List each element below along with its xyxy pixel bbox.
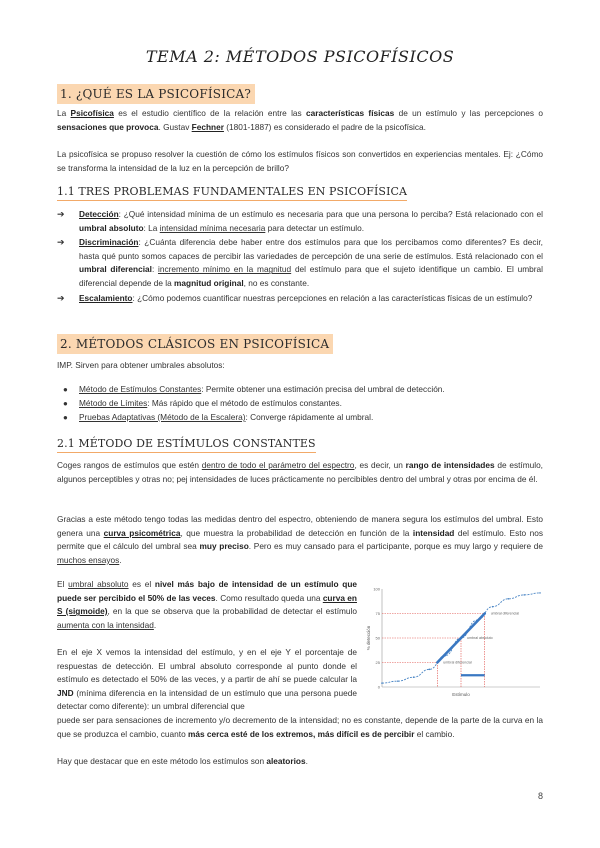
list-item-pruebas-adaptativas: ● Pruebas Adaptativas (Método de la Escalera): Converge rápidamente al umbral. [57, 411, 543, 425]
paragraph-curva-psicometrica: Gracias a este método tengo todas las medidas dentro del espectro, obteniendo de manera segura los estímulos del umbral. Esto genera una curva psicométrica, que muestra la probabilidad de detección en función de la intensidad del estímulo. Esto nos permite que el cálculo del umbral sea muy preciso. Pero es muy cansado para el participante, porque es muy largo y requiere de muchos ensayos. [57, 514, 544, 565]
paragraph-jnd-continuation: puede ser para sensaciones de incremento y/o decremento de la intensidad; no es constante, depende de la parte de la curva en la que se produzca el cambio, cuanto más cerca esté de los extremos, más difícil es de percibir el cambio. [57, 715, 543, 739]
list-item-escalamiento: ➔ Escalamiento: ¿Cómo podemos cuantificar nuestras percepciones en relación a las características físicas de un estímulo? [57, 292, 543, 306]
paragraph-rangos: Coges rangos de estímulos que estén dentro de todo el parámetro del espectro, es decir, un rango de intensidades de estímulo, algunos perceptibles y otras no; pej intensidades de luces prácticamente no percibibles dentro del umbral y otras por encima de él. [57, 460, 543, 484]
section-heading-2-1: 2.1 MÉTODO DE ESTÍMULOS CONSTANTES [57, 435, 316, 453]
list-item-discriminacion: ➔ Discriminación: ¿Cuánta diferencia debe haber entre dos estímulos para que los percibamos como diferentes? Es decir, hasta qué punto somos capaces de percibir las variedades de percepción de una serie de estímulos. Está relacionado con el umbral diferencial: incremento mínimo en la magnitud del estímulo para que el sujeto identifique un cambio. El umbral diferencial depende de la magnitud original, no es constante. [57, 237, 543, 288]
list-item-metodo-limites: ● Método de Límites: Más rápido que el método de estímulos constantes. [57, 397, 543, 411]
psychometric-curve-chart [362, 583, 546, 703]
paragraph-umbrales-intro: IMP. Sirven para obtener umbrales absolutos: [57, 360, 225, 370]
paragraph-psicofisica-question: La psicofísica se propuso resolver la cuestión de cómo los estímulos físicos son convertidos en experiencias mentales. Ej: ¿Cómo se transforma la intensidad de la luz en la percepción de brillo? [57, 149, 543, 173]
data-point [413, 676, 415, 678]
paragraph-ejes: En el eje X vemos la intensidad del estímulo, y en el eje Y el porcentaje de respuestas de detección. El umbral absoluto corresponde al punto donde el estímulo es detectado el 50% de las veces, y a partir de ahí se puede calcular la JND (mínima diferencia en la intensidad de un estímulo que una persona puede detectar como diferente): un umbral diferencial que [57, 647, 357, 712]
arrow-icon: ➔ [57, 293, 65, 303]
x-axis-label: Estímulo [452, 692, 470, 697]
y-tick-label: 50 [375, 635, 380, 641]
section-heading-1-1: 1.1 TRES PROBLEMAS FUNDAMENTALES EN PSICOFÍSICA [57, 183, 407, 201]
page-title: TEMA 2: MÉTODOS PSICOFÍSICOS [145, 47, 455, 66]
bullet-icon: ● [63, 385, 68, 394]
data-point [523, 594, 525, 596]
jnd-segment-lower [437, 638, 461, 663]
y-tick-label: 75 [375, 611, 380, 616]
data-point [539, 592, 541, 594]
annotation-label: umbral absoluto [467, 636, 493, 640]
arrow-icon: ➔ [57, 237, 65, 247]
y-tick-label: 100 [373, 586, 380, 592]
list-item-metodo-constantes: ● Método de Estímulos Constantes: Permite obtener una estimación precisa del umbral de detección. [57, 383, 543, 397]
paragraph-aleatorios: Hay que destacar que en este método los estímulos son aleatorios. [57, 756, 308, 766]
page-number: 8 [538, 791, 544, 801]
paragraph-umbral-absoluto: El umbral absoluto es el nivel más bajo de intensidad de un estímulo que puede ser percibido el 50% de las veces. Como resultado queda una curva en S (sigmoide), en la que se observa que la probabilidad de detectar el estímulo aumenta con la intensidad. [57, 579, 358, 630]
data-point [397, 680, 399, 682]
data-point [429, 669, 431, 671]
annotation-label: umbral diferencial [443, 660, 472, 665]
y-tick-label: 0 [377, 684, 380, 690]
y-axis-label: % detección [366, 625, 371, 651]
data-point [492, 606, 494, 608]
data-point [508, 598, 510, 600]
section-heading-2: 2. MÉTODOS CLÁSICOS EN PSICOFÍSICA [57, 334, 333, 354]
paragraph-psicofisica-def: La Psicofísica es el estudio científico de la relación entre las características físicas de un estímulo y las percepciones o sensaciones que provoca. Gustav Fechner (1801-1887) es considerado el padre de la psicofísica. [57, 108, 543, 132]
bullet-icon: ● [63, 399, 68, 408]
list-item-deteccion: ➔ Detección: ¿Qué intensidad mínima de un estímulo es necesaria para que una persona lo perciba? Está relacionado con el umbral absoluto: La intensidad mínima necesaria para detectar un estímulo. [57, 209, 543, 233]
jnd-segment-upper [461, 614, 485, 639]
section-heading-1: 1. ¿QUÉ ES LA PSICOFÍSICA? [57, 84, 255, 104]
bullet-icon: ● [63, 413, 68, 422]
annotation-label: umbral diferencial [490, 611, 520, 616]
y-tick-label: 25 [375, 660, 380, 665]
arrow-icon: ➔ [57, 209, 65, 219]
data-point [381, 682, 383, 684]
